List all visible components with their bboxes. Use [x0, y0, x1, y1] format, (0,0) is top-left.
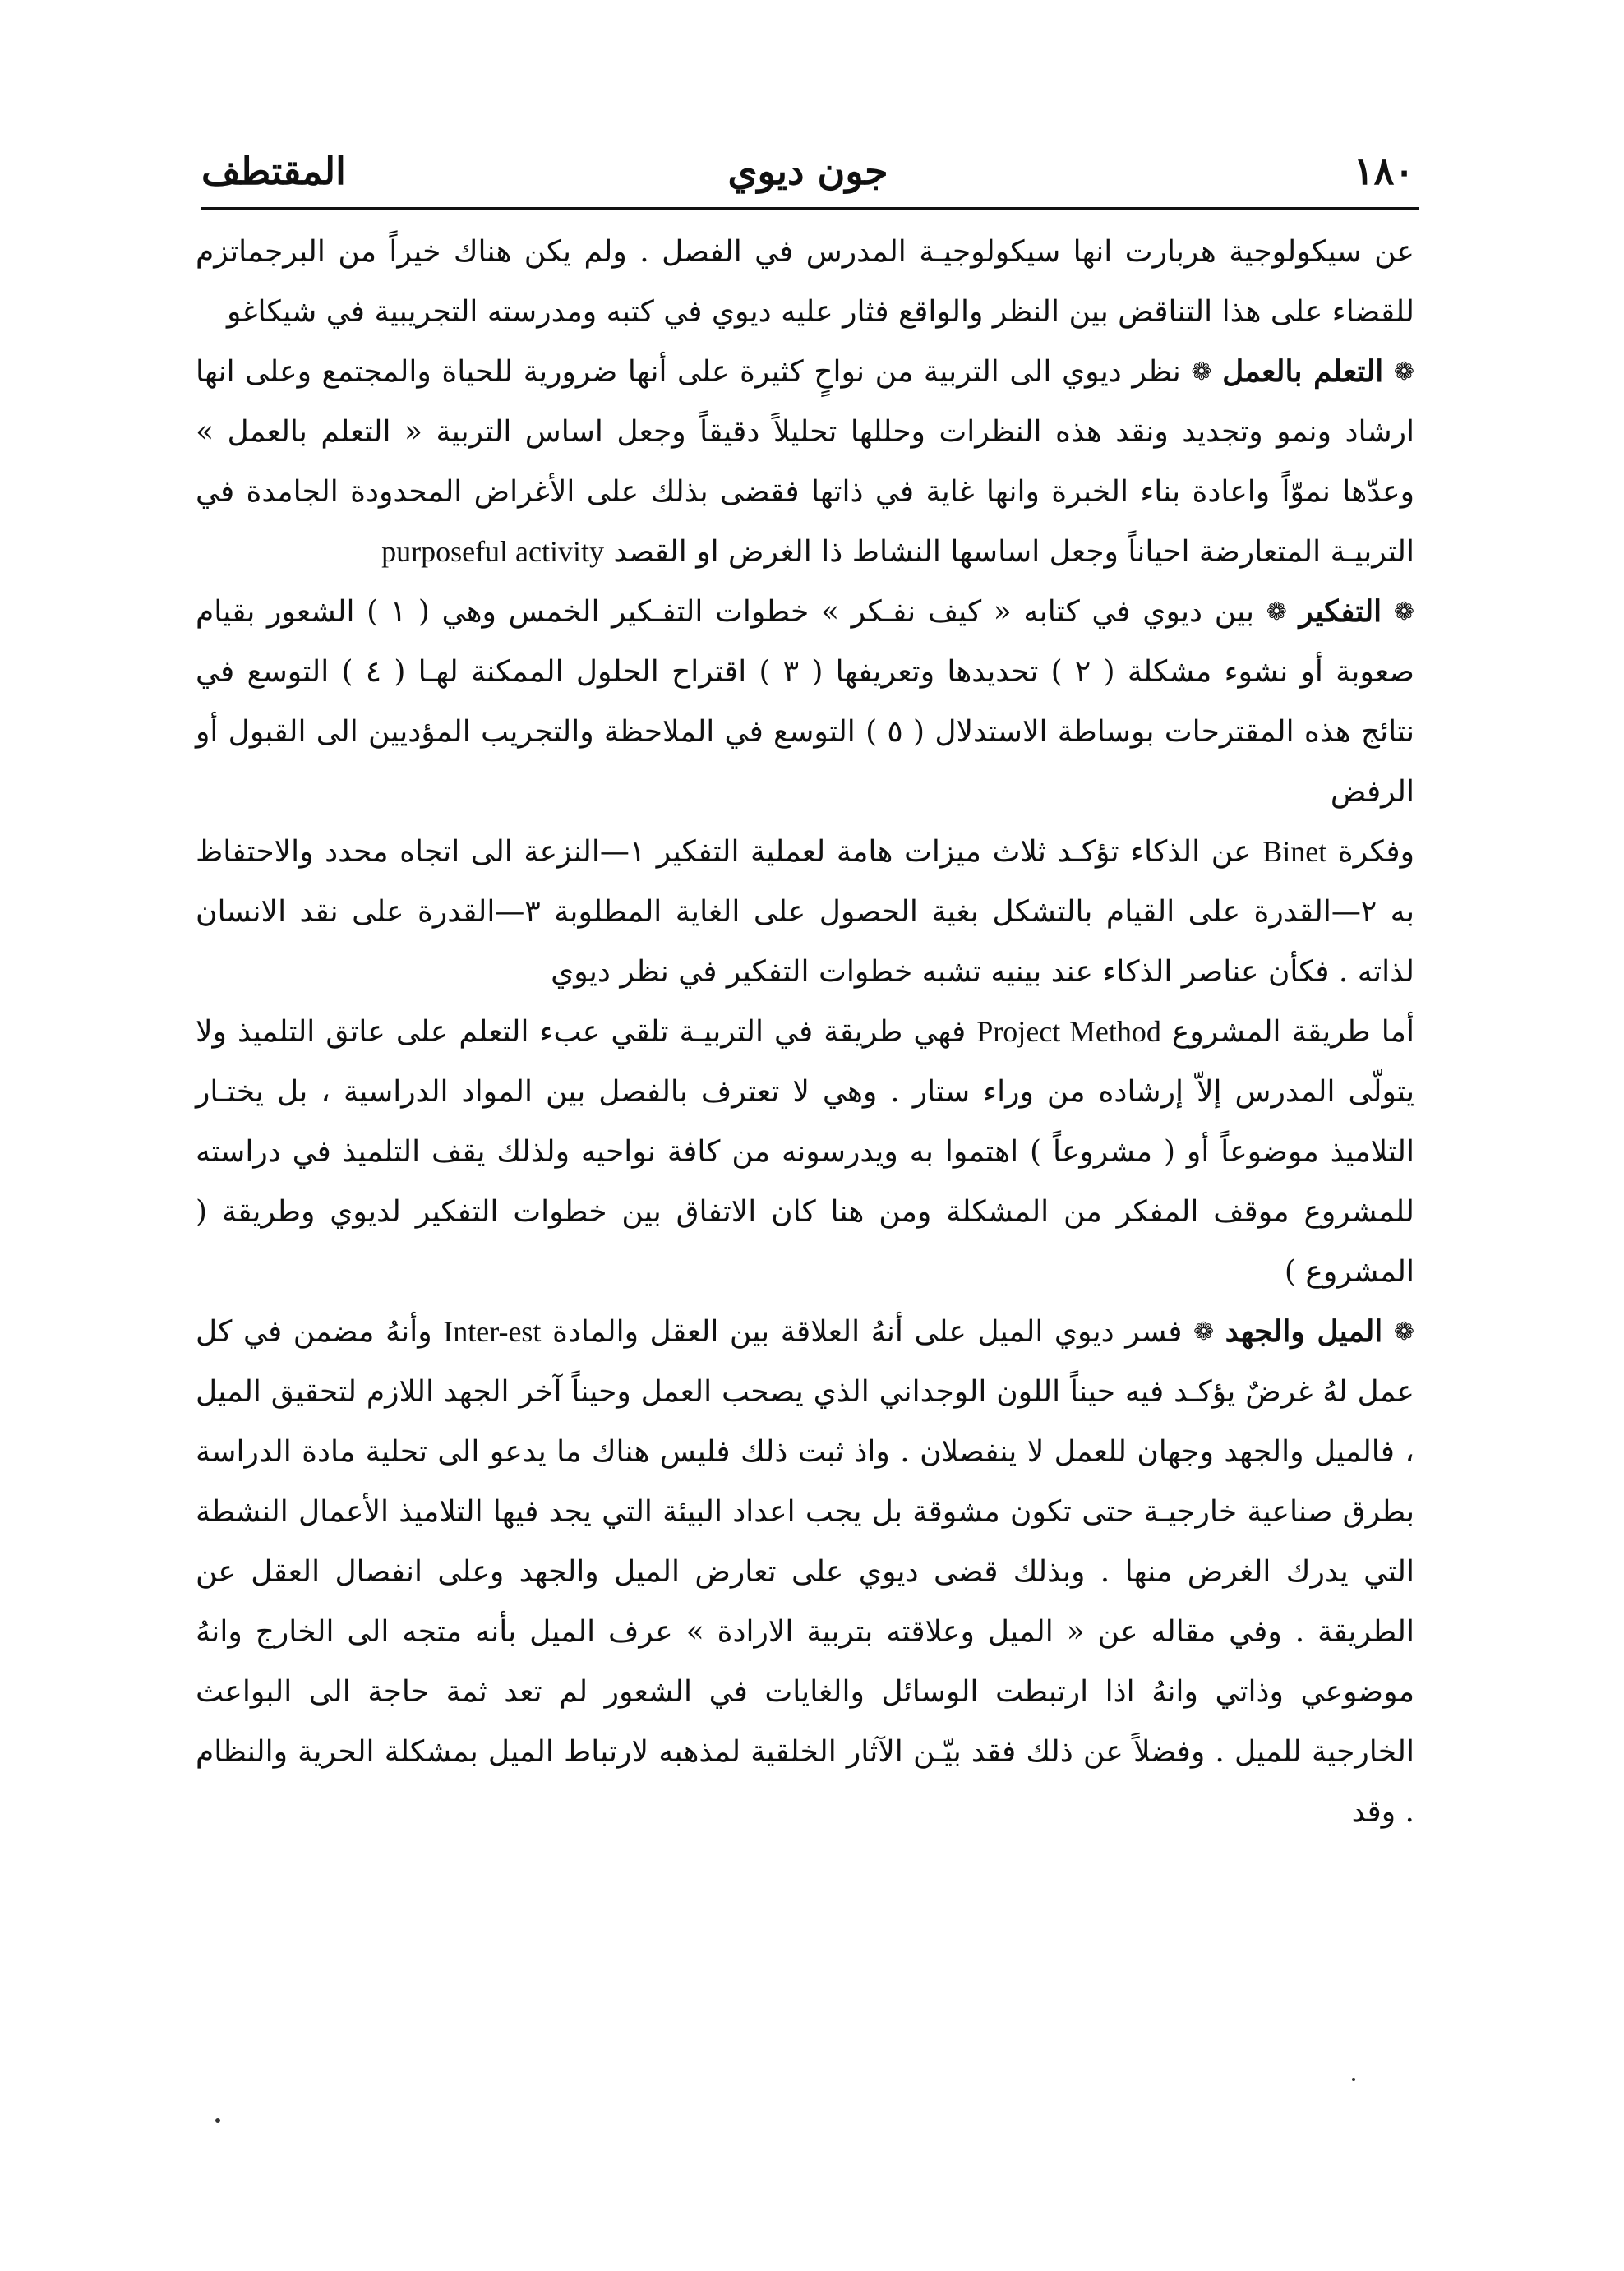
- ornament-icon: ❁: [1193, 1318, 1215, 1346]
- latin-term: Binet: [1262, 835, 1327, 868]
- ornament-icon: ❁: [1393, 1318, 1414, 1346]
- page-header: [201, 138, 1414, 204]
- paragraph-text: فهي طريقة في التربيـة تلقي عبء التعلم على عاتق التلميذ ولا يتولّى المدرس إلاّ إرشاده من وراء ستار . وهي لا تعترف بالفصل بين المواد الدراسية ، بل يختـار التلاميذ موضوعاً أو ( مشروعاً ) اهتموا به ويدرسونه من كافة نواحيه ولذلك يقف التلميذ في دراسته للمشروع موقف المفكر من المشكلة ومن هنا كان الاتفاق بين خطوات التفكير لديوي وطريقة ( المشروع ): [196, 1015, 1414, 1289]
- latin-term: Inter-est: [443, 1315, 542, 1348]
- paragraph-intro: [196, 222, 1414, 342]
- latin-term: purposeful activity: [381, 535, 605, 568]
- body-text: [196, 222, 1414, 1842]
- paragraph-text: أما طريقة المشروع: [1171, 1015, 1414, 1049]
- section-heading: الميل والجهد: [1225, 1314, 1383, 1349]
- journal-name: المقتطف: [201, 149, 346, 193]
- ornament-icon: ❁: [1393, 598, 1414, 626]
- paragraph-project-method: [196, 1002, 1414, 1302]
- paragraph-interest-effort: [196, 1302, 1414, 1842]
- ornament-icon: ❁: [1393, 358, 1414, 386]
- scan-speck: [215, 2118, 220, 2123]
- paragraph-text: نظر ديوي الى التربية من نواحٍ كثيرة على أنها ضرورية للحياة والمجتمع وعلى انها ارشاد ونمو وتجديد ونقد هذه النظرات وحللها تحليلاً دقيقاً وجعل اساس التربية « التعلم بالعمل » وعدّها نموّاً واعادة بناء الخبرة وانها غاية في ذاتها فقضى بذلك على الأغراض المحدودة الجامدة في التربيـة المتعارضة احياناً وجعل اساسها النشاط ذا الغرض او القصد: [196, 355, 1414, 569]
- ornament-icon: ❁: [1266, 598, 1287, 626]
- page-number: ١٨٠: [1353, 149, 1414, 193]
- paragraph-binet: [196, 822, 1414, 1002]
- paragraph-text: عن سيكولوجية هربارت انها سيكولوجيـة المدرس في الفصل . ولم يكن هناك خيراً من البرجماتزم للقضاء على هذا التناقض بين النظر والواقع فثار عليه ديوي في كتبه ومدرسته التجريبية في شيكاغو: [196, 235, 1414, 329]
- paragraph-text: بين ديوي في كتابه « كيف نفـكر » خطوات التفـكير الخمس وهي ( ١ ) الشعور بقيام صعوبة أو نشوء مشكلة ( ٢ ) تحديدها وتعريفها ( ٣ ) اقتراح الحلول الممكنة لهـا ( ٤ ) التوسع في نتائج هذه المقترحات بوساطة الاستدلال ( ٥ ) التوسع في الملاحظة والتجريب المؤديين الى القبول أو الرفض: [196, 595, 1414, 809]
- section-heading: التعلم بالعمل: [1222, 354, 1384, 389]
- section-heading: التفكير: [1299, 594, 1382, 629]
- paragraph-text: فسر ديوي الميل على أنهُ العلاقة بين العقل والمادة: [551, 1315, 1183, 1349]
- latin-term: Project Method: [976, 1015, 1161, 1048]
- paragraph-text: عن الذكاء تؤكـد ثلاث ميزات هامة لعملية التفكير ١—النزعة الى اتجاه محدد والاحتفاظ به ٢—القدرة على القيام بالتشكل بغية الحصول على الغاية المطلوبة ٣—القدرة على نقد الانسان لذاته . فكأن عناصر الذكاء عند بينيه تشبه خطوات التفكير في نظر ديوي: [196, 835, 1415, 989]
- paragraph-text: وأنهُ مضمن في كل عمل لهُ غرضٌ يؤكـد فيه حيناً اللون الوجداني الذي يصحب العمل وحيناً آخر الجهد اللازم لتحقيق الميل ، فالميل والجهد وجهان للعمل لا ينفصلان . واذ ثبت ذلك فليس هناك ما يدعو الى تحلية مادة الدراسة بطرق صناعية خارجيـة حتى تكون مشوقة بل يجب اعداد البيئة التي يجد فيها التلاميذ الأعمال النشطة التي يدرك الغرض منها . وبذلك قضى ديوي على تعارض الميل والجهد وعلى انفصال العقل عن الطريقة . وفي مقاله عن « الميل وعلاقته بتربية الارادة » عرف الميل بأنه متجه الى الخارج وانهُ موضوعي وذاتي وانهُ اذا ارتبطت الوسائل والغايات في الشعور لم تعد ثمة حاجة الى البواعث الخارجية للميل . وفضلاً عن ذلك فقد بيّـن الآثار الخلقية لمذهبه لارتباط الميل بمشكلة الحرية والنظام . وقد: [196, 1315, 1415, 1829]
- paragraph-learning-by-doing: [196, 342, 1414, 582]
- running-title: جون ديوي: [727, 149, 888, 193]
- scan-speck: [1352, 2078, 1355, 2081]
- header-rule: [201, 207, 1419, 210]
- paragraph-text: وفكرة: [1337, 835, 1414, 869]
- paragraph-thinking: [196, 582, 1414, 822]
- ornament-icon: ❁: [1191, 358, 1212, 386]
